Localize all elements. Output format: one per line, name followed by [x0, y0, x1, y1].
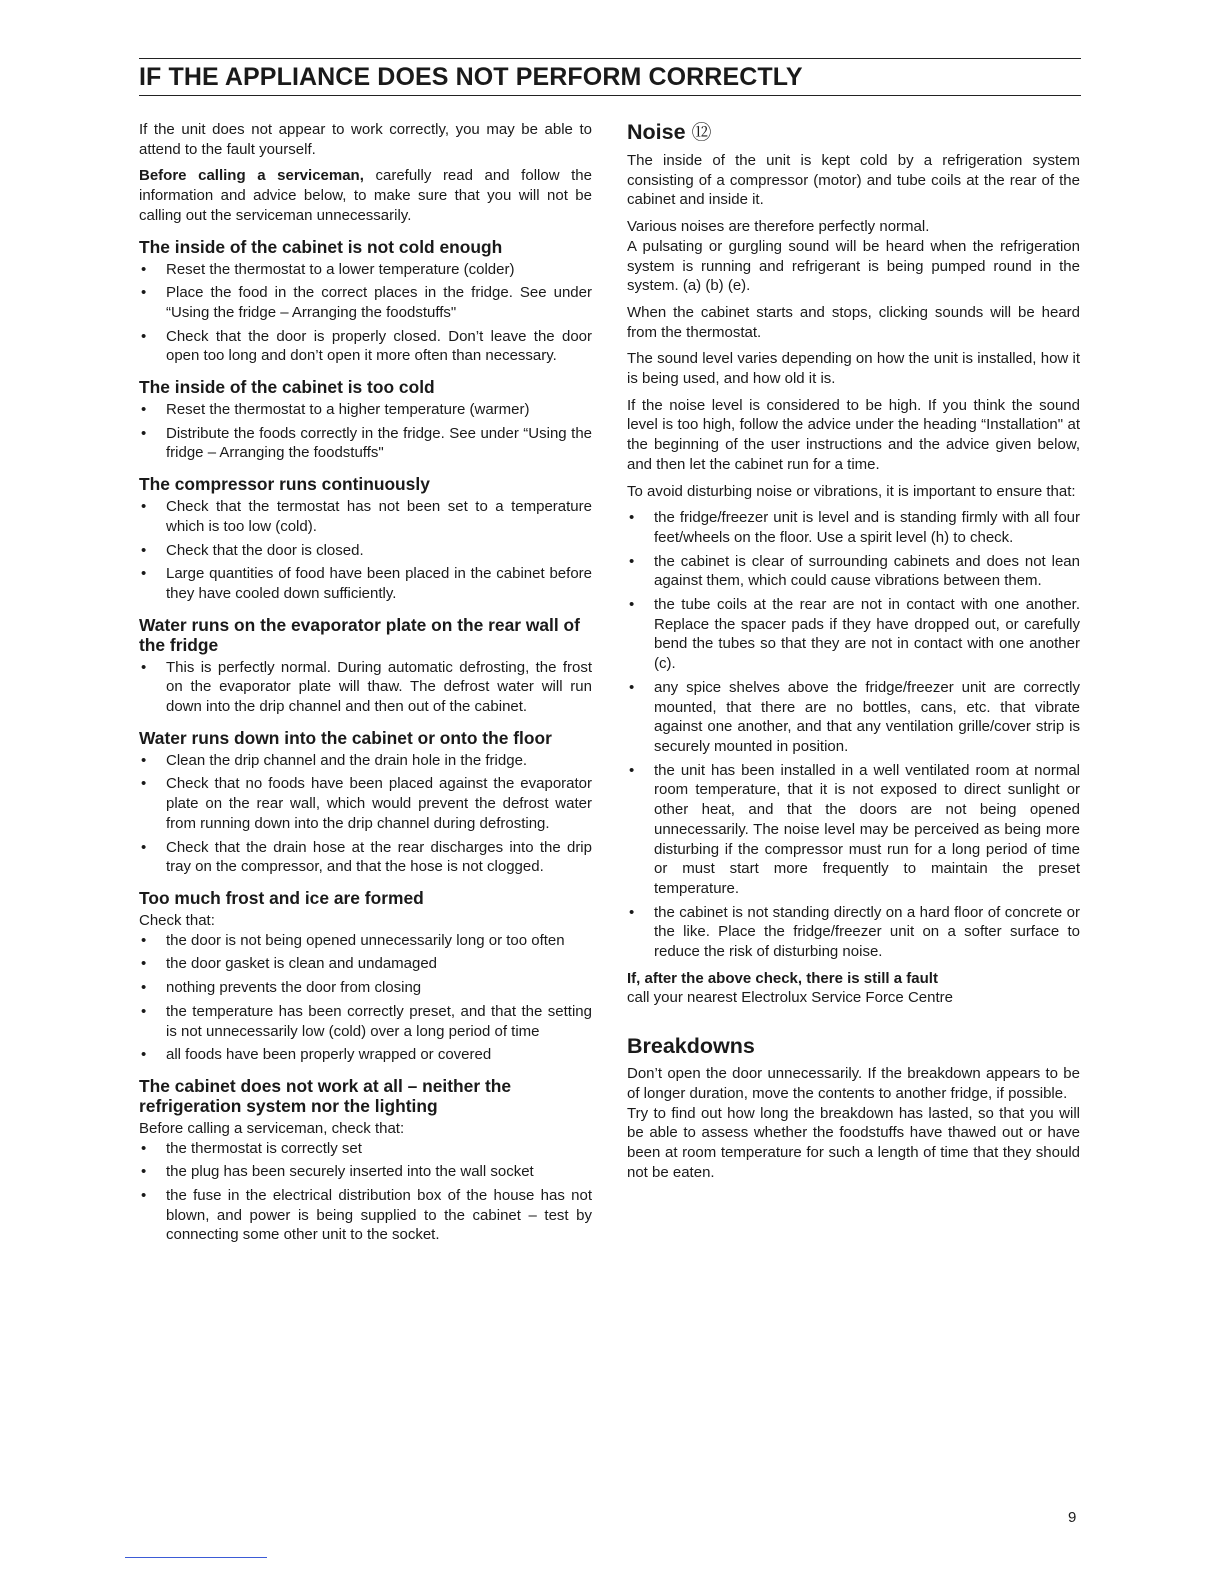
noise-paragraph: The sound level varies depending on how the unit is installed, how it is being used, and how old it is.	[627, 350, 1080, 388]
list-item: • Check that the termostat has not been set to a temperature which is too low (cold).	[139, 497, 592, 536]
noise-heading	[627, 120, 1080, 145]
footer-line	[125, 1557, 267, 1558]
list-item: • This is perfectly normal. During automatic defrosting, the frost on the evaporator plate will thaw. The defrost water will run down into the drip channel and then out of the cabinet.	[139, 658, 592, 717]
before-calling-paragraph	[139, 166, 592, 225]
list-item: • the door gasket is clean and undamaged	[139, 954, 592, 974]
list-water-floor	[139, 751, 592, 877]
heading-water-floor: Water runs down into the cabinet or onto the floor	[139, 727, 552, 748]
list-item: • Place the food in the correct places in the fridge. See under “Using the fridge – Arranging the foodstuffs"	[139, 283, 592, 322]
left-column	[139, 120, 592, 1252]
noise-paragraph: Various noises are therefore perfectly normal.	[627, 218, 930, 236]
list-item: • the thermostat is correctly set	[139, 1139, 592, 1159]
list-item: • the cabinet is clear of surrounding cabinets and does not lean against them, which could cause vibrations between them.	[627, 552, 1080, 591]
title-underline	[139, 95, 1081, 96]
list-item: • Check that the door is properly closed. Don’t leave the door open too long and don’t open it more often than necessary.	[139, 327, 592, 366]
list-item: • Clean the drip channel and the drain hole in the fridge.	[139, 751, 592, 771]
heading-not-work-at-all: The cabinet does not work at all – neither the refrigeration system nor the lighting	[139, 1075, 512, 1116]
list-item: • the fuse in the electrical distribution box of the house has not blown, and power is being supplied to the cabinet – test by connecting some other unit to the socket.	[139, 1186, 592, 1245]
list-not-cold-enough	[139, 260, 592, 367]
still-fault-text: call your nearest Electrolux Service Force Centre	[627, 989, 953, 1007]
list-item: • Check that no foods have been placed against the evaporator plate on the rear wall, which would prevent the defrost water from running down into the drip channel during defrosting.	[139, 774, 592, 833]
list-item: • Check that the drain hose at the rear discharges into the drip tray on the compressor, and that the hose is not clogged.	[139, 838, 592, 877]
list-item: • Reset the thermostat to a higher temperature (warmer)	[139, 400, 592, 420]
list-water-evaporator	[139, 658, 592, 717]
list-item: • the plug has been securely inserted into the wall socket	[139, 1162, 592, 1182]
list-item: • Large quantities of food have been placed in the cabinet before they have cooled down sufficiently.	[139, 564, 592, 603]
list-item: • any spice shelves above the fridge/freezer unit are correctly mounted, that there are no bottles, cans, etc. that vibrate against one another, and that any ventilation grille/cover strip is securely mounted in position.	[627, 678, 1080, 757]
heading-compressor-runs: The compressor runs continuously	[139, 474, 430, 495]
list-item: • the tube coils at the rear are not in contact with one another. Replace the spacer pads if they have dropped out, or carefully bend the tubes so that they are not in contact with one another (c).	[627, 595, 1080, 674]
list-item: • Reset the thermostat to a lower temperature (colder)	[139, 260, 592, 280]
list-frost-ice	[139, 931, 592, 1065]
heading-not-cold-enough: The inside of the cabinet is not cold enough	[139, 236, 503, 257]
heading-frost-ice: Too much frost and ice are formed	[139, 887, 424, 908]
list-item: • Check that the door is closed.	[139, 541, 592, 561]
list-item: • all foods have been properly wrapped or covered	[139, 1045, 592, 1065]
breakdowns-heading: Breakdowns	[627, 1034, 755, 1059]
list-item: • the unit has been installed in a well ventilated room at normal room temperature, that it is not exposed to direct sunlight or other heat, and that the doors are not being opened unnecessarily. The noise level may be perceived as being more disturbing if the compressor must run for a long period of time or must start more frequently to maintain the preset temperature.	[627, 761, 1080, 899]
breakdowns-paragraph: Try to find out how long the breakdown has lasted, so that you will be able to assess whether the foodstuffs have thawed out or have been at room temperature for such a length of time that they should not be eaten.	[627, 1104, 1080, 1181]
right-column	[627, 120, 1080, 1189]
heading-too-cold: The inside of the cabinet is too cold	[139, 377, 435, 398]
list-noise-checks	[627, 508, 1080, 961]
figure-number-icon: ⑫	[691, 122, 712, 144]
list-compressor-runs	[139, 497, 592, 604]
before-calling-bold: Before calling a serviceman,	[139, 167, 364, 185]
intro-paragraph: If the unit does not appear to work correctly, you may be able to attend to the fault yourself.	[139, 121, 592, 158]
frost-lead: Check that:	[139, 911, 215, 929]
noise-paragraph: If the noise level is considered to be high. If you think the sound level is too high, follow the advice under the heading “Installation" at the beginning of the user instructions and the advice given below, and then let the cabinet run for a time.	[627, 396, 1080, 473]
list-too-cold	[139, 400, 592, 463]
page-title: IF THE APPLIANCE DOES NOT PERFORM CORRECTLY	[139, 63, 803, 91]
noise-paragraph: A pulsating or gurgling sound will be heard when the refrigeration system is running and refrigerant is being pumped round in the system. (a) (b) (e).	[627, 237, 1080, 295]
noise-paragraph: When the cabinet starts and stops, clicking sounds will be heard from the thermostat.	[627, 303, 1080, 341]
noise-paragraph: The inside of the unit is kept cold by a refrigeration system consisting of a compressor (motor) and tube coils at the rear of the cabinet and inside it.	[627, 152, 1080, 209]
list-item: • nothing prevents the door from closing	[139, 978, 592, 998]
list-item: • the door is not being opened unnecessarily long or too often	[139, 931, 592, 951]
before-calling-text: carefully read and follow the information and advice below, to make sure that you will not be calling out the serviceman unnecessarily.	[139, 167, 592, 224]
top-rule	[139, 58, 1081, 59]
list-not-work-at-all	[139, 1139, 592, 1246]
list-item: • the temperature has been correctly preset, and that the setting is not unnecessarily low (cold) over a long period of time	[139, 1002, 592, 1041]
not-work-lead: Before calling a serviceman, check that:	[139, 1119, 405, 1137]
page-number: 9	[1068, 1509, 1077, 1526]
list-item: • the fridge/freezer unit is level and is standing firmly with all four feet/wheels on the floor. Use a spirit level (h) to check.	[627, 508, 1080, 547]
still-fault-heading: If, after the above check, there is still a fault	[627, 969, 938, 987]
list-item: • Distribute the foods correctly in the fridge. See under “Using the fridge – Arranging the foodstuffs"	[139, 424, 592, 463]
noise-heading-text: Noise	[627, 120, 686, 144]
list-item: • the cabinet is not standing directly on a hard floor of concrete or the like. Place the fridge/freezer unit on a softer surface to reduce the risk of disturbing noise.	[627, 903, 1080, 962]
heading-water-evaporator: Water runs on the evaporator plate on the rear wall of the fridge	[139, 614, 580, 655]
noise-paragraph: To avoid disturbing noise or vibrations, it is important to ensure that:	[627, 482, 1076, 500]
breakdowns-paragraph: Don’t open the door unnecessarily. If the breakdown appears to be of longer duration, move the contents to another fridge, if possible.	[627, 1065, 1080, 1102]
